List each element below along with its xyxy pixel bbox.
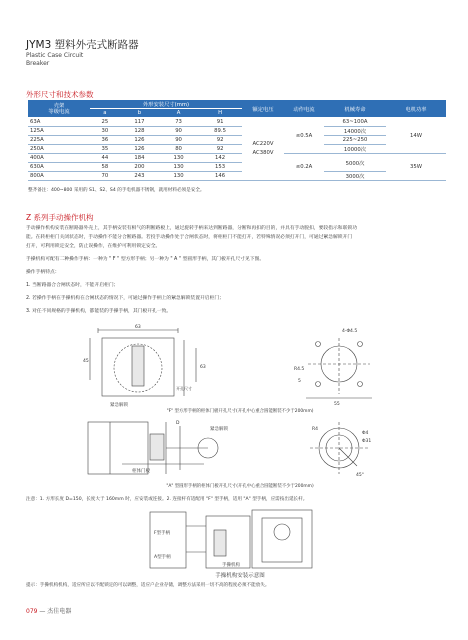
life-cell: 10000次 [324,145,386,154]
paragraph-line: 1. 当断路器合合闸状态时，不能开启柜门； [26,283,119,288]
door-label: 柜体门板 [132,469,150,474]
paragraph-line: 手动操作机构安装在断路器外壳上，其手柄安装有相气的利断路板上，通过旋转手柄来达到断路器，分断和再扣的目的，并具有手动脱扣，要较指示和联锁功 [26,226,357,231]
cell: 117 [120,118,159,127]
col-voltage: 额定电压 [242,100,284,118]
cell: 184 [120,154,159,163]
install-note: 注意：1. 方形长度 D=150，长度大于 160mm 时，应安装或连接。2. 连接杆有适配用 "F" 型手柄，适用 "A" 型手柄，应需按出延长杆。 [26,497,308,502]
pin-label: 4-Φ4.5 [342,329,358,334]
current-cell-2: ≤0.2A [284,154,324,181]
brand-label: — 杰佳电器 [39,608,72,615]
r-label: R4 [312,427,318,432]
hole-label: 开孔尺寸 [176,386,192,391]
table-row [28,154,446,163]
mechanism-label: 手操机构 [222,563,240,568]
paragraph-line: 操作手柄特点： [26,270,60,275]
cell: 250A [28,145,90,154]
cell: 90 [159,127,198,136]
cell: 800A [28,172,90,181]
cell: 73 [159,118,198,127]
cell: 128 [120,127,159,136]
d2-label: Φ31 [362,439,372,444]
cell: 30 [90,127,120,136]
cell: 142 [198,154,242,163]
cell: 63A [28,118,90,127]
cell: 35 [90,145,120,154]
a-handle-label: A型手柄 [154,555,171,560]
spec-table [28,100,446,181]
page-subtitle-en-2: Breaker [26,60,50,67]
cell: 125A [28,127,90,136]
cell: 200 [120,163,159,172]
cell: 130 [159,163,198,172]
install-caption: 提示：手操机构机构，适应所应以不配锁定的可以调整，适应户企业存储，调整方法采用一切不高的程度必须不能放失。 [26,583,270,588]
life-cell: 225~250 [324,136,386,145]
table-row [28,118,446,127]
col-life: 机械寿命 [324,100,386,118]
cell: 146 [198,172,242,181]
dim-side-label: 45 [83,359,89,364]
col-power: 电机功率 [386,100,446,118]
emergency-unlock-label-2: 紧急解锁 [210,427,228,432]
current-cell-1: ≤0.5A [284,118,324,154]
width-label: 5 [298,379,301,384]
voltage-cell: AC220V AC380V [242,118,284,181]
cell: 630A [28,163,90,172]
a-handle-diagram [80,416,410,480]
life-cell: 5000次 [324,154,386,172]
cell: 44 [90,154,120,163]
life-cell: 14000次 [324,127,386,136]
col-A: A [159,109,198,118]
cell: 243 [120,172,159,181]
paragraph-line: 能。在转柜柜门关闭状态时，手动操作不能分合断路器。若投手动操作处于合闸状态时，将柜柜门不能打开，若特殊情况必须打开门，可通过紧急解锁开门 [26,235,353,240]
cell: 25 [90,118,120,127]
cell: 89.5 [198,127,242,136]
cell: 153 [198,163,242,172]
col-class: 壳架 等级电流 [28,100,90,118]
table-row [28,127,446,136]
paragraph-line: 打开，可利用锁定安全，防止误操作，在维护可利用锁定安全。 [26,244,161,249]
angle-label: 45° [356,473,364,478]
f-handle-caption: "F" 型方形手柄的柜体门板开孔尺寸(开孔中心重合圆能断装不少于200mm) [166,409,314,414]
page-subtitle-en: Plastic Case Circuit [26,52,84,59]
cell: 400A [28,154,90,163]
d1-label: Φ4 [362,431,369,436]
dim-h-label: 63 [200,365,206,370]
power-cell-1: 14W [386,118,446,154]
paragraph-line: 手操机构可配有二种操作手柄：一种为 " F " 型方形手柄；另一种为 " A " 型圆形手柄，其门板开孔尺寸见下图。 [26,257,265,262]
col-a: a [90,109,120,118]
cell: 70 [90,172,120,181]
cell: 126 [120,145,159,154]
section-handle-title: Z 系列手动操作机构 [26,213,94,222]
col-b: b [120,109,159,118]
section-dimensions-title: 外形尺寸和技术参数 [26,90,94,99]
page-footer [26,606,71,615]
cell: 91 [198,118,242,127]
dim-top-label: 63 [135,325,141,330]
table-row [28,136,446,145]
table-row [28,172,446,181]
install-diagram [110,508,350,570]
cell: 126 [120,136,159,145]
paragraph-line: 2. 若操作手柄在手操机构在合闸状态的情况下，可通过操作手柄上的紧急解锁装置开启柜门； [26,296,224,301]
cell: 130 [159,154,198,163]
f-handle-diagram [80,324,410,408]
col-H: H [198,109,242,118]
cell: 36 [90,136,120,145]
bottom-dim-label: 55 [334,402,340,407]
table-note: 整齐备注：400~800 采用的 S1、S2、S4 的手电机器不锈钢，就用材料必须是安全。 [28,188,205,193]
cell: 92 [198,136,242,145]
cell: 92 [198,145,242,154]
f-handle-label: F型手柄 [154,531,171,536]
emergency-unlock-label: 紧急解锁 [110,403,128,408]
cell: 225A [28,136,90,145]
page-title: JYM3 塑料外壳式断路器 [26,39,139,51]
power-cell-2: 35W [386,154,446,181]
cell: 58 [90,163,120,172]
radius-label: R4.5 [294,367,305,372]
cell: 90 [159,136,198,145]
col-current: 动作电流 [284,100,324,118]
life-cell: 63~100A [324,118,386,127]
table-row [28,145,446,154]
paragraph-line: 3. 对任不同规格的手操机构，都能装的手操手柄，其门板开孔一致。 [26,309,172,314]
life-cell: 3000次 [324,172,386,181]
page-number: 079 [26,608,38,615]
cell: 80 [159,145,198,154]
col-dims: 外形安装尺寸(mm) [90,100,242,109]
d-label: D [176,421,180,426]
cell: 130 [159,172,198,181]
a-handle-caption: "A" 型圆形手柄的柜体门板开孔尺寸(开孔中心重合圆能断装不少于200mm) [166,484,314,489]
install-title: 手操机构安装示意图 [215,573,265,579]
